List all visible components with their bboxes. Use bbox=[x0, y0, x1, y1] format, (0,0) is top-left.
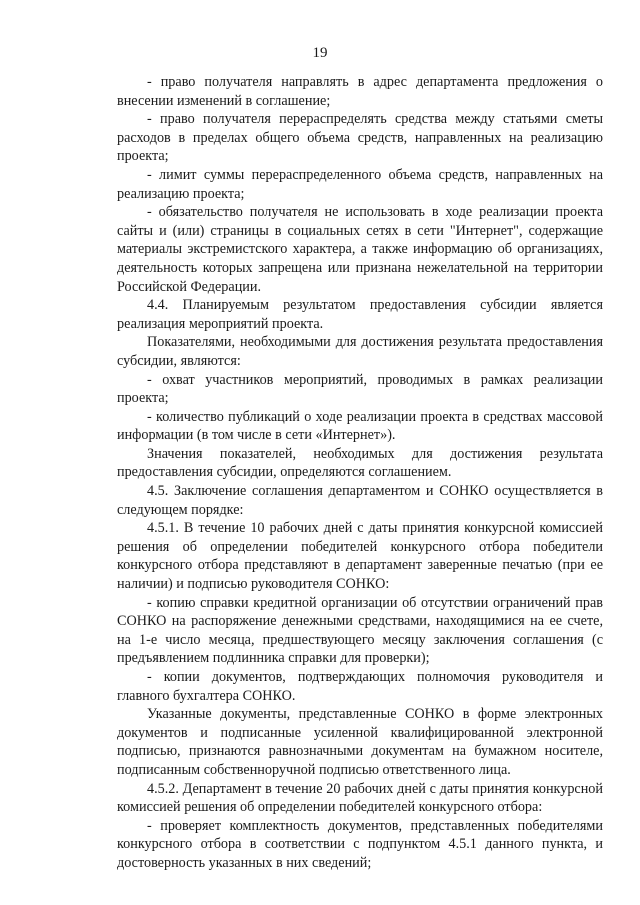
paragraph: - лимит суммы перераспределенного объема средств, направленных на реализацию проекта; bbox=[117, 166, 603, 202]
page-number: 19 bbox=[312, 45, 328, 61]
paragraph: 4.5.2. Департамент в течение 20 рабочих дней с даты принятия конкурсной комиссией решения об определении победителей конкурсного отбора: bbox=[117, 780, 603, 816]
paragraph: 4.4. Планируемым результатом предоставления субсидии является реализация мероприятий проекта. bbox=[117, 297, 603, 332]
paragraph: - количество публикаций о ходе реализации проекта в средствах массовой информации (в том числе в сети «Интернет»). bbox=[117, 408, 603, 444]
paragraph: - право получателя перераспределять средства между статьями сметы расходов в пределах общего объема средств, направленных на реализацию проекта; bbox=[117, 111, 603, 165]
paragraph: 4.5.1. В течение 10 рабочих дней с даты принятия конкурсной комиссией решения об определении победителей конкурсного отбора победители конкурсного отбора представляют в департамент заверенные печатью (при ее наличии) и подписью руководителя СОНКО: bbox=[117, 520, 603, 593]
paragraph: - право получателя направлять в адрес департамента предложения о внесении изменений в соглашение; bbox=[117, 74, 603, 109]
paragraph: Показателями, необходимыми для достижения результата предоставления субсидии, являются: bbox=[117, 334, 603, 369]
paragraph: Указанные документы, представленные СОНКО в форме электронных документов и подписанные усиленной квалифицированной электронной подписью, признаются равнозначными документам на бумажном носителе, подписанным собственноручной подписью ответственного лица. bbox=[117, 706, 603, 778]
paragraph: - копии документов, подтверждающих полномочия руководителя и главного бухгалтера СОНКО. bbox=[117, 669, 603, 704]
paragraph: - обязательство получателя не использовать в ходе реализации проекта сайты и (или) страницы в социальных сетях в сети "Интернет", содержащие материалы экстремистского характера, а также информацию об организациях, деятельность которых запрещена или признана нежелательной на территории Российской Федерации. bbox=[117, 204, 603, 295]
paragraph: - проверяет комплектность документов, представленных победителями конкурсного отбора в соответствии с подпунктом 4.5.1 данного пункта, и достоверность указанных в них сведений; bbox=[117, 817, 603, 871]
paragraph: - копию справки кредитной организации об отсутствии ограничений прав СОНКО на распоряжение денежными средствами, находящимися на ее счете, на 1-е число месяца, предшествующего месяцу заключения соглашения (с предъявлением подлинника справки для проверки); bbox=[117, 594, 603, 667]
paragraph: 4.5. Заключение соглашения департаментом и СОНКО осуществляется в следующем порядке: bbox=[117, 483, 603, 518]
paragraph: - охват участников мероприятий, проводимых в рамках реализации проекта; bbox=[117, 371, 603, 407]
document-body bbox=[117, 73, 603, 873]
paragraph: Значения показателей, необходимых для достижения результата предоставления субсидии, определяются соглашением. bbox=[117, 445, 603, 481]
